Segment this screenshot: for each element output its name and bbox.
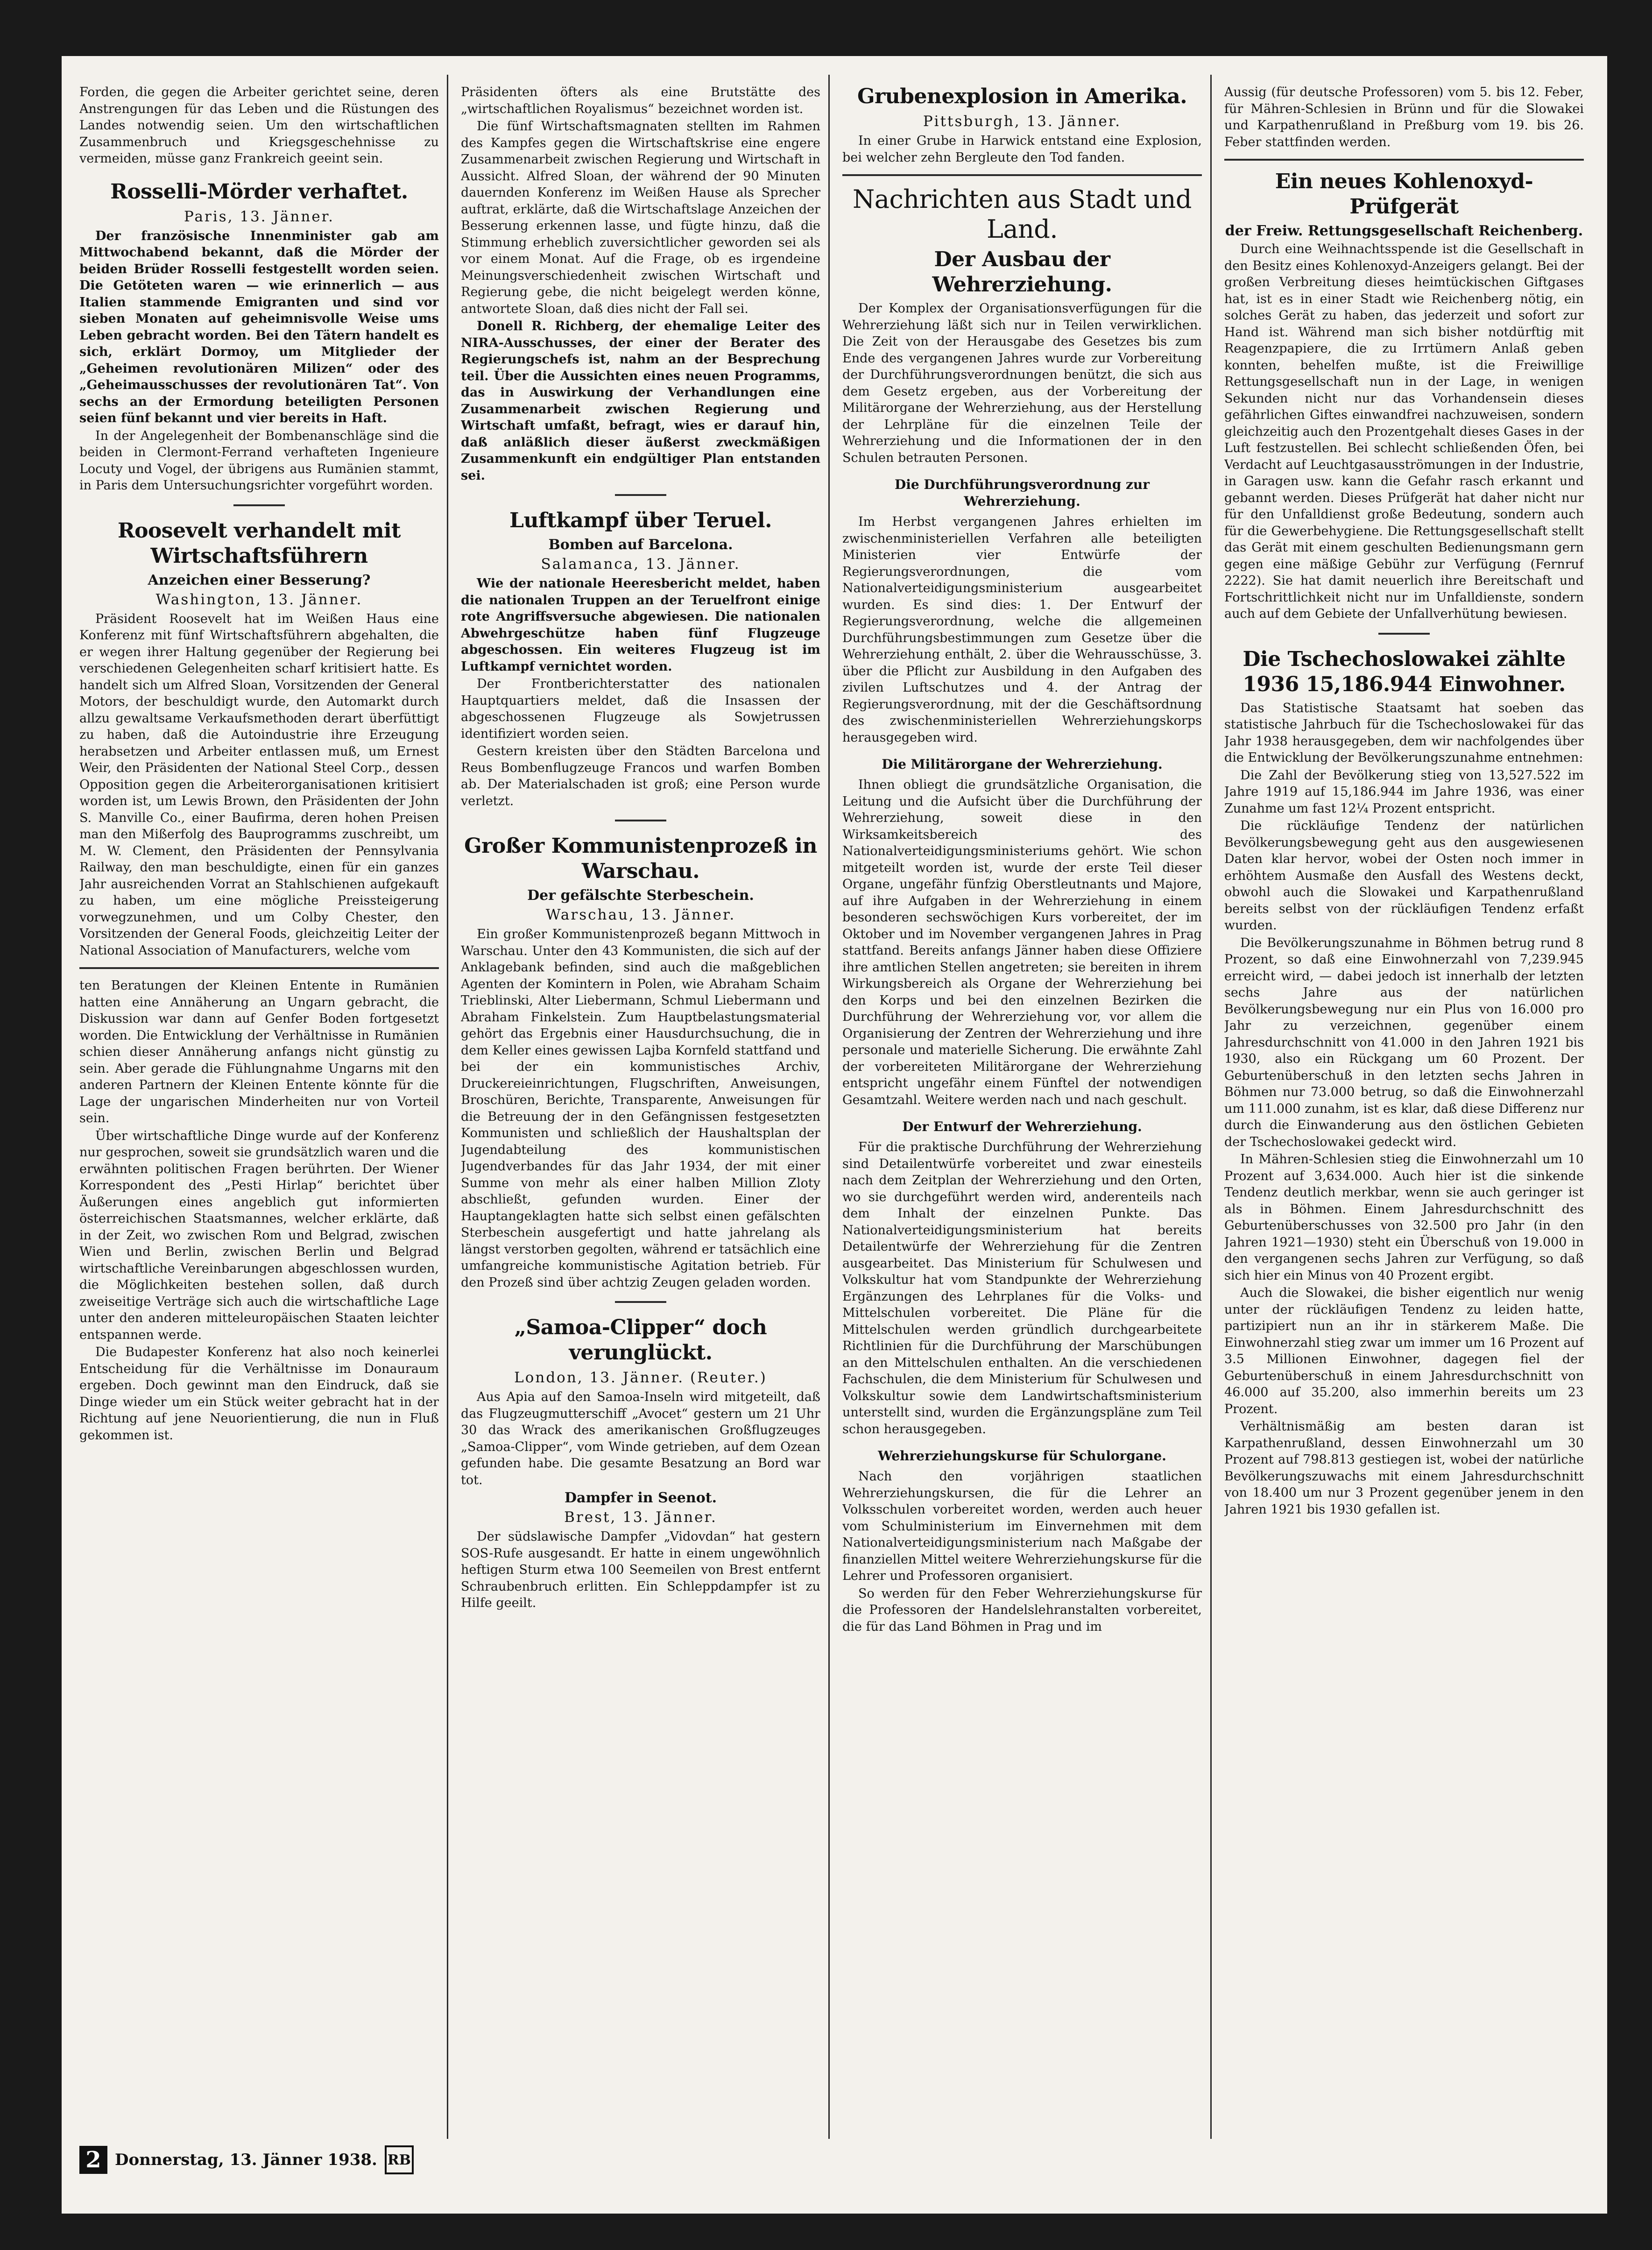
subheadline: der Freiw. Rettungsgesellschaft Reichenberg. <box>1225 223 1583 239</box>
paragraph: ten Beratungen der Kleinen Entente in Rumänien hatten eine Annäherung an Ungarn gebracht, die Diskussion war dann auf Genfer Boden fortgesetzt worden. Die Entwicklung der Verhältnisse in Rumänien schien dieser Annäherung anfangs nicht günstig zu sein. Aber gerade die Fühlungnahme Ungarns mit den anderen Partnern der Kleinen Entente könnte für die Lage der ungarischen Minderheiten nur von Vorteil sein. <box>79 978 439 1125</box>
newspaper-page <box>62 56 1607 2214</box>
subsection-heading: Die Durchführungsverordnung zur Wehrerziehung. <box>894 477 1150 509</box>
paragraph: Verhältnismäßig am besten daran ist Karpathenrußland, dessen Einwohnerzahl um 30 Prozent auf 798.813 gestiegen ist, wobei der natürliche Bevölkerungszuwachs mit einem Jahresdurchschnitt von 18.400 um nur 3 Prozent gegenüber jenem in den Jahren 1921 bis 1930 gefallen ist. <box>1224 1419 1584 1517</box>
paragraph: In Mähren-Schlesien stieg die Einwohnerzahl um 10 Prozent auf 3,634.000. Auch hier ist die sinkende Tendenz deutlich merkbar, wenn sie auch geringer ist als in Böhmen. Einem Jahresdurchschnitt des Geburtenüberschusses von 32.500 pro Jahr (in den Jahren 1921—1930) steht ein Überschuß von 19.000 in den vergangenen sechs Jahren zur Verfügung, so daß sich hier ein Minus von 40 Prozent ergibt. <box>1224 1152 1584 1283</box>
paragraph: Das Statistische Staatsamt hat soeben das statistische Jahrbuch für die Tschechoslowakei für das Jahr 1938 herausgegeben, dem wir nachfolgendes über die Entwicklung der Bevölkerungszunahme entnehmen: <box>1224 700 1584 765</box>
subsection-heading: Wehrerziehungskurse für Schulorgane. <box>878 1448 1166 1464</box>
paragraph: Die rückläufige Tendenz der natürlichen Bevölkerungsbewegung geht aus den ausgewiesenen Daten klar hervor, wobei der Osten noch immer in erhöhtem Ausmaße den Ausfall des Westens deckt, obwohl auch die Slowakei und Karpathenrußland bereits selbst von der rückläufigen Tendenz erfaßt wurden. <box>1224 819 1584 933</box>
separator <box>615 494 666 496</box>
column-3 <box>842 84 1202 2153</box>
column-rule <box>447 75 448 2139</box>
column-2 <box>461 84 820 2153</box>
column-rule <box>1210 75 1212 2139</box>
headline-kohlenoxyd: Ein neues Kohlenoxyd-Prüfgerät <box>1275 170 1533 219</box>
dateline: Pittsburgh, 13. Jänner. <box>923 113 1122 130</box>
column-rule <box>828 75 830 2139</box>
headline-rosselli: Rosselli-Mörder verhaftet. <box>110 179 408 204</box>
paragraph: So werden für den Feber Wehrerziehungskurse für die Professoren der Handelslehranstalten vorbereitet, die für das Land Böhmen in Prag und im <box>842 1586 1202 1634</box>
separator <box>615 820 666 821</box>
subsection-heading: Der Entwurf der Wehrerziehung. <box>902 1119 1142 1134</box>
issue-date: Donnerstag, 13. Jänner 1938. <box>115 2151 377 2169</box>
subheadline: Anzeichen einer Besserung? <box>148 572 371 588</box>
subheadline: Dampfer in Seenot. <box>564 1490 717 1506</box>
paragraph: Nach den vorjährigen staatlichen Wehrerziehungskursen, die für die Lehrer an Volksschulen vorbereitet worden, werden auch heuer vom Schulministerium im Einvernehmen mit dem Nationalverteidigungsministerium nach Maßgabe der finanziellen Mittel weitere Wehrerziehungskurse für die Lehrer und Professoren organisiert. <box>842 1469 1202 1583</box>
paragraph: Der französische Innenminister gab am Mittwochabend bekannt, daß die Mörder der beiden Brüder Rosselli festgestellt worden seien. Die Getöteten waren — wie erinnerlich — aus Italien stammende Emigranten und sind vor sieben Monaten auf geheimnisvolle Weise ums Leben gebracht worden. Bei den Tätern handelt es sich, erklärt Dormoy, um Mitglieder der „Geheimen revolutionären Milizen“ oder des „Geheimausschusses der revolutionären Tat“. Von sechs an der Ermordung beteiligten Personen seien fünf bekannt und vier bereits in Haft. <box>79 228 439 425</box>
dateline: Brest, 13. Jänner. <box>564 1509 717 1526</box>
headline-warschau: Großer Kommunistenprozeß in Warschau. <box>464 834 817 883</box>
separator <box>842 174 1202 176</box>
headline-samoa-clipper: „Samoa-Clipper“ doch verunglückt. <box>514 1316 767 1365</box>
subheadline: Der gefälschte Sterbeschein. <box>527 887 754 904</box>
masthead-logo: RB <box>385 2145 414 2174</box>
page-number: 2 <box>79 2146 107 2174</box>
paragraph: Gestern kreisten über den Städten Barcelona und Reus Bombenflugzeuge Francos und warfen Bomben ab. Der Materialschaden ist groß; eine Person wurde verletzt. <box>461 744 820 808</box>
article-continuation: Forden, die gegen die Arbeiter gerichtet seine, deren Anstrengungen für das Leben und die Rüstungen des Landes notwendig seien. Um den wirtschaftlichen Zusammenbruch und Kriegsgeschehnisse zu vermeiden, müsse ganz Frankreich geeint sein. <box>79 85 439 166</box>
separator <box>1378 633 1430 635</box>
dateline: London, 13. Jänner. (Reuter.) <box>514 1369 767 1386</box>
page-footer <box>79 2144 444 2176</box>
headline-roosevelt: Roosevelt verhandelt mit Wirtschaftsführern <box>118 518 401 568</box>
headline-tschechoslowakei: Die Tschechoslowakei zählte 1936 15,186.944 Einwohner. <box>1243 647 1566 696</box>
headline-grubenexplosion: Grubenexplosion in Amerika. <box>857 85 1187 108</box>
separator <box>79 967 439 969</box>
headline-teruel: Luftkampf über Teruel. <box>509 509 772 532</box>
section-title: Nachrichten aus Stadt und Land. <box>853 184 1192 244</box>
paragraph: Präsidenten öfters als eine Brutstätte des „wirtschaftlichen Royalismus“ bezeichnet worden ist. <box>461 85 820 116</box>
paragraph: Durch eine Weihnachtsspende ist die Gesellschaft in den Besitz eines Kohlenoxyd-Anzeigers gelangt. Bei der großen Verbreitung dieses heimtückischen Giftgases hat, ist es in einer Stadt wie Reichenberg nötig, ein solches Gerät zu haben, das jederzeit und sofort zur Hand ist. Während man sich bisher notdürftig mit Reagenzpapiere, die zu Irrtümern Anlaß geben konnten, behelfen mußte, ist die Freiwillige Rettungsgesellschaft nun in der Lage, in wenigen Sekunden nicht nur das Vorhandensein dieses gefährlichen Giftes einwandfrei nachzuweisen, sondern gleichzeitig auch den Prozentgehalt dieses Gases in der Luft festzustellen. Bei schlecht schließenden Öfen, bei Verdacht auf Leuchtgasausströmungen in der Industrie, in Garagen usw. kann die Gefahr rasch erkannt und gebannt werden. Dieses Prüfgerät hat daher nicht nur für den Unfalldienst große Bedeutung, sondern auch für die Gewerbehygiene. Die Rettungsgesellschaft stellt das Gerät mit einem geschulten Bedienungsmann gern gegen eine mäßige Gebühr zur Verfügung (Fernruf 2222). Sie hat damit neuerlich ihre Bereitschaft und Fortschrittlichkeit nicht nur im Unfalldienste, sondern auch auf dem Gebiete der Unfallverhütung bewiesen. <box>1224 242 1584 621</box>
paragraph: Präsident Roosevelt hat im Weißen Haus eine Konferenz mit fünf Wirtschaftsführern abgehalten, die er wegen ihrer Haltung gegenüber der Regierung bei verschiedenen Gelegenheiten scharf kritisiert hatte. Es handelt sich um Alfred Sloan, Vorsitzenden der General Motors, der beschuldigt wurde, den Automarkt durch allzu gewaltsame Verkaufsmethoden derart überfüttigt zu haben, daß die Autoindustrie ihre Erzeugung herabsetzen und Arbeiter entlassen muß, um Ernest Weir, den Präsidenten der National Steel Corp., dessen Opposition gegen die Arbeiterorganisationen kritisiert worden ist, um Lewis Brown, den Präsidenten der John S. Manville Co., einer Baufirma, deren hohen Preisen man den Mißerfolg des Bauprogramms zuschreibt, um M. W. Clement, den Präsidenten der Pennsylvania Railway, den man beschuldigte, einen für ein ganzes Jahr ausreichenden Vorrat an Stahlschienen aufgekauft zu haben, um eine mögliche Preissteigerung vorwegzunehmen, und um Colby Chester, den Vorsitzenden der General Foods, gleichzeitig Leiter der National Association of Manufacturers, welche vom <box>79 611 439 958</box>
separator <box>233 504 285 506</box>
paragraph: Aussig (für deutsche Professoren) vom 5. bis 12. Feber, für Mähren-Schlesien in Brünn und für die Slowakei und Karpathenrußland in Preßburg vom 19. bis 26. Feber stattfinden werden. <box>1224 85 1584 149</box>
dateline: Washington, 13. Jänner. <box>155 591 363 608</box>
dateline: Paris, 13. Jänner. <box>184 208 334 225</box>
headline-wehrerziehung: Der Ausbau der Wehrerziehung. <box>932 248 1112 297</box>
subheadline: Bomben auf Barcelona. <box>548 537 733 553</box>
paragraph: Auch die Slowakei, die bisher eigentlich nur wenig unter der rückläufigen Tendenz zu leiden hatte, partizipiert nun an ihr in stärkerem Maße. Die Einwohnerzahl stieg zwar um immer um 16 Prozent auf 3.5 Millionen Einwohner, dagegen fiel der Geburtenüberschuß in einem Jahresdurchschnitt von 46.000 auf 35.200, also immerhin bereits um 23 Prozent. <box>1224 1286 1584 1416</box>
paragraph: Die fünf Wirtschaftsmagnaten stellten im Rahmen des Kampfes gegen die Wirtschaftskrise eine engere Zusammenarbeit zwischen Regierung und Wirtschaft in Aussicht. Alfred Sloan, der während der 90 Minuten dauernden Konferenz im Weißen Hause als Sprecher auftrat, erklärte, daß die Wirtschaftslage Anzeichen der Besserung erkennen lasse, und fügte hinzu, daß die Stimmung erheblich zuversichtlicher geworden sei als vor einem Monat. Auf die Frage, ob es irgendeine Meinungsverschiedenheit zwischen Wirtschaft und Regierung gebe, die nicht beigelegt werden könne, antwortete Sloan, daß dies nicht der Fall sei. <box>461 119 820 316</box>
subsection-heading: Die Militärorgane der Wehrerziehung. <box>882 757 1163 772</box>
paragraph: Der Komplex der Organisationsverfügungen für die Wehrerziehung läßt sich nur in Teilen verwirklichen. Die Zeit von der Herausgabe des Gesetzes bis zum Ende des vergangenen Jahres wurde zur Vorbereitung der Durchführungsverordnungen benützt, die sich aus dem Gesetz ergeben, aus der Vorbereitung der Militärorgane der Wehrerziehung, aus der Herstellung der Lehrpläne für die einzelnen Teile der Wehrerziehung und die Informationen der in den Schulen betrauten Personen. <box>842 301 1202 465</box>
paragraph: Der südslawische Dampfer „Vidovdan“ hat gestern SOS-Rufe ausgesandt. Er hatte in einem ungewöhnlich heftigen Sturm etwa 100 Seemeilen von Brest entfernt Schraubenbruch erlitten. Ein Schleppdampfer ist zu Hilfe geeilt. <box>461 1529 820 1610</box>
paragraph: Ein großer Kommunistenprozeß begann Mittwoch in Warschau. Unter den 43 Kommunisten, die sich auf der Anklagebank befinden, sind auch die maßgeblichen Agenten der Komintern in Polen, wie Abraham Schaim Trieblinski, Alter Liebermann, Schmul Liebermann und Abraham Finkelstein. Zum Hauptbelastungsmaterial gehört das Ergebnis einer Hausdurchsuchung, die in dem Keller eines gewissen Lajba Kornfeld stattfand und bei der ein kommunistisches Archiv, Druckereieinrichtungen, Flugschriften, Anweisungen, Broschüren, Berichte, Transparente, Anweisungen für die Betreuung der in den Gefängnissen festgesetzten Kommunisten und schließlich der Haushaltsplan der Jugendabteilung des kommunistischen Jugendverbandes für das Jahr 1934, der mit einer Summe von mehr als einer halben Million Zloty abschließt, gefunden wurden. Einer der Hauptangeklagten hatte sich selbst einen gefälschten Sterbeschein ausgefertigt und hatte jahrelang als längst verstorben gegolten, während er tatsächlich eine umfangreiche kommunistische Agitation betrieb. Für den Prozeß sind über achtzig Zeugen geladen worden. <box>461 927 820 1290</box>
paragraph: Donell R. Richberg, der ehemalige Leiter des NIRA-Ausschusses, der einer der Berater des Regierungschefs ist, nahm an der Besprechung teil. Über die Aussichten eines neuen Programms, das in Auswirkung der Verhandlungen eine Zusammenarbeit zwischen Regierung und Wirtschaft umfaßt, befragt, wies er darauf hin, daß anläßlich dieser äußerst zweckmäßigen Zusammenkunft ein endgültiger Plan entstanden sei. <box>461 319 820 483</box>
dateline: Salamanca, 13. Jänner. <box>541 556 741 573</box>
paragraph: Ihnen obliegt die grundsätzliche Organisation, die Leitung und die Aufsicht über die Durchführung der Wehrerziehung, soweit diese in den Wirksamkeitsbereich des Nationalverteidigungsministeriums gehört. Wie schon mitgeteilt worden ist, wurde der erste Teil dieser Organe, ungefähr fünfzig Oberstleutnants und Majore, auf ihre Aufgaben in der Wehrerziehung in einem besonderen sechswöchigen Kurs vorbereitet, der im Oktober und im November vergangenen Jahres in Prag stattfand. Bereits anfangs Jänner haben diese Offiziere ihre amtlichen Stellen angetreten; sie bereiten in ihrem Wirkungsbereich als Organe der Wehrerziehung bei den Korps und bei den einzelnen Bezirken die Durchführung der Wehrerziehung vor, vor allem die Organisierung der Zentren der Wehrerziehung und ihre personale und materielle Sicherung. Die erwähnte Zahl der vorbereiteten Militärorgane der Wehrerziehung entspricht ungefähr einem Fünftel der notwendigen Gesamtzahl. Weitere werden nach und nach geschult. <box>842 778 1202 1107</box>
paragraph: Über wirtschaftliche Dinge wurde auf der Konferenz nur gesprochen, soweit sie grundsätzlich waren und die erwähnten politischen Fragen berührten. Der Wiener Korrespondent des „Pesti Hirlap“ berichtet über Äußerungen eines angeblich gut informierten österreichischen Staatsmannes, welcher erklärte, daß in der Zeit, wo zwischen Rom und Belgrad, zwischen Wien und Berlin, zwischen Berlin und Belgrad wirtschaftliche Vereinbarungen abgeschlossen wurden, die Möglichkeiten bestehen sollen, daß durch zweiseitige Verträge sich auch die wirtschaftliche Lage unter den anderen mitteleuropäischen Staaten leichter entspannen werde. <box>79 1128 439 1342</box>
paragraph: In der Angelegenheit der Bombenanschläge sind die beiden in Clermont-Ferrand verhafteten Ingenieure Locuty und Vogel, der übrigens aus Rumänien stammt, in Paris dem Untersuchungsrichter vorgeführt worden. <box>79 428 439 493</box>
paragraph: Für die praktische Durchführung der Wehrerziehung sind Detailentwürfe vorbereitet und zwar einesteils nach dem Zeitplan der Wehrerziehung und den Orten, wo sie durchgeführt werden wird, anderenteils nach dem Inhalt der einzelnen Punkte. Das Nationalverteidigungsministerium hat bereits Detailentwürfe der Wehrerziehung für die Zentren ausgearbeitet. Das Ministerium für Schulwesen und Volkskultur hat vom Standpunkte der Wehrerziehung Ergänzungen des Lehrplanes für die Volks- und Mittelschulen vorbereitet. Die Pläne für die Mittelschulen werden gründlich durchgearbeitete Richtlinien für die Durchführung der Marschübungen an den Mittelschulen enthalten. An die verschiedenen Fachschulen, die dem Ministerium für Schulwesen und Volkskultur sowie dem Landwirtschaftsministerium unterstellt sind, wurden die Ergänzungspläne zum Teil schon herausgegeben. <box>842 1140 1202 1436</box>
paragraph: Wie der nationale Heeresbericht meldet, haben die nationalen Truppen an der Teruelfront einige rote Angriffsversuche abgewiesen. Die nationalen Abwehrgeschütze haben fünf Flugzeuge abgeschossen. Ein weiteres Flugzeug ist im Luftkampf vernichtet worden. <box>461 576 820 674</box>
column-4 <box>1224 84 1584 2153</box>
column-1 <box>79 84 439 2153</box>
dateline: Warschau, 13. Jänner. <box>545 906 736 923</box>
paragraph: Im Herbst vergangenen Jahres erhielten im zwischenministeriellen Verfahren alle beteiligten Ministerien vier Entwürfe der Regierungsverordnungen, die vom Nationalverteidigungsministerium ausgearbeitet wurden. Es sind dies: 1. Der Entwurf der Regierungsverordnung, welche die allgemeinen Durchführungsbestimmungen zum Gesetze über die Wehrerziehung enthält, 2. über die Wehrausschüsse, 3. über die Pflicht zur Ausbildung in den Aufgaben des zivilen Luftschutzes und 4. der Antrag der Regierungsverordnung, mit der die Geschäftsordnung des zwischenministeriellen Wehrerziehungskorps herausgegeben wird. <box>842 515 1202 745</box>
paragraph: In einer Grube in Harwick entstand eine Explosion, bei welcher zehn Bergleute den Tod fanden. <box>842 134 1202 165</box>
separator <box>1224 159 1584 161</box>
paragraph: Aus Apia auf den Samoa-Inseln wird mitgeteilt, daß das Flugzeugmutterschiff „Avocet“ gestern um 21 Uhr 30 das Wrack des amerikanischen Großflugzeuges „Samoa-Clipper“, vom Winde getrieben, auf dem Ozean gefunden habe. Die gesamte Besatzung an Bord war tot. <box>461 1390 820 1487</box>
paragraph: Der Frontberichterstatter des nationalen Hauptquartiers meldet, daß die Insassen der abgeschossenen Flugzeuge als Sowjetrussen identifiziert worden seien. <box>461 677 820 741</box>
paragraph: Die Zahl der Bevölkerung stieg von 13,527.522 im Jahre 1919 auf 15,186.944 im Jahre 1936, was einer Zunahme um fast 12¼ Prozent entspricht. <box>1224 768 1584 816</box>
separator <box>615 1301 666 1303</box>
paragraph: Die Budapester Konferenz hat also noch keinerlei Entscheidung für die Verhältnisse im Donauraum ergeben. Doch gewinnt man den Eindruck, daß sie Dinge wieder um ein Stück weiter gebracht hat in der Richtung auf jene Neuorientierung, die nun in Fluß gekommen ist. <box>79 1345 439 1443</box>
paragraph: Die Bevölkerungszunahme in Böhmen betrug rund 8 Prozent, so daß eine Einwohnerzahl von 7,239.945 erreicht wird, — dabei jedoch ist innerhalb der letzten sechs Jahre aus der natürlichen Bevölkerungsbewegung nur ein Plus von 16.000 pro Jahr zu verzeichnen, gegenüber einem Jahresdurchschnitt von 41.000 in den Jahren 1921 bis 1930, also ein Rückgang um 60 Prozent. Der Geburtenüberschuß in den letzten sechs Jahren in Böhmen nur 73.000 betrug, so daß die Einwohnerzahl um 111.000 zunahm, ist es klar, daß diese Differenz nur durch die Einwanderung aus den östlichen Gebieten der Tschechoslowakei gedeckt wird. <box>1224 935 1584 1149</box>
